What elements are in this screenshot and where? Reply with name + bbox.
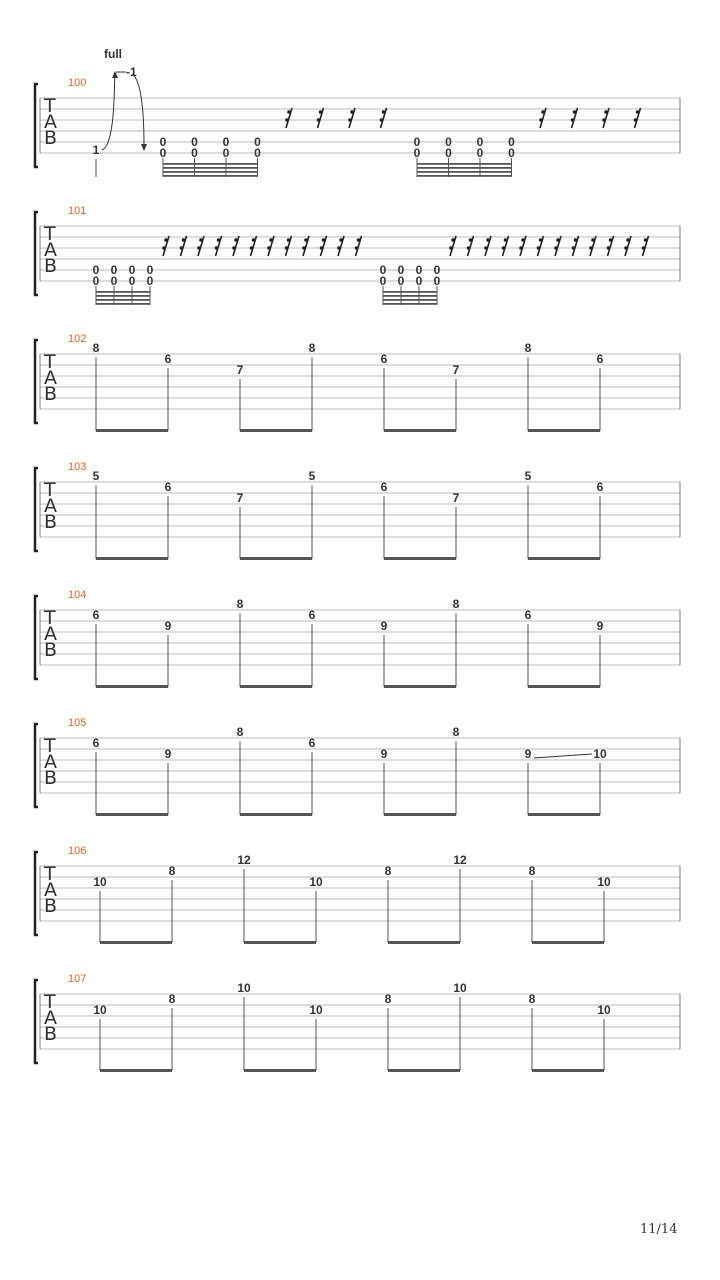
slash-dot [486, 238, 490, 242]
slash-dot [339, 238, 343, 242]
slash-dot [182, 238, 186, 242]
fret-number: 9 [380, 619, 388, 633]
slash-dot [337, 246, 341, 250]
beam [383, 291, 437, 293]
fret-number: 0 [379, 263, 387, 277]
slash-dot [232, 246, 236, 250]
measure-number: 105 [68, 717, 87, 729]
slash-dot [162, 246, 166, 250]
slash-dot [539, 238, 543, 242]
slash-dot [348, 118, 352, 122]
measure-number: 106 [68, 845, 87, 857]
beam [388, 941, 460, 944]
slash-dot [267, 246, 271, 250]
slash-dot [252, 238, 256, 242]
slash-dot [302, 246, 306, 250]
tab-clef-letter: B [44, 127, 58, 149]
slash-dot [199, 238, 203, 242]
tab-system-103 [35, 461, 680, 560]
fret-number: 8 [168, 992, 176, 1006]
fret-number: 0 [110, 263, 118, 277]
fret-number: 6 [92, 608, 100, 622]
slash-dot [571, 118, 575, 122]
fret-number: 0 [146, 263, 154, 277]
system-bracket [35, 212, 38, 295]
beam [240, 813, 312, 816]
beam [528, 685, 600, 688]
slash-dot [636, 110, 640, 114]
beam [96, 299, 150, 301]
beam [384, 557, 456, 560]
tab-clef-letter: B [44, 1023, 58, 1045]
measure-number: 104 [68, 589, 87, 601]
system-bracket [35, 596, 38, 679]
tab-clef-letter: A [44, 495, 57, 517]
tab-system-105 [35, 717, 680, 816]
fret-number: 6 [596, 352, 604, 366]
slash-dot [304, 238, 308, 242]
slash-dot [357, 238, 361, 242]
slash-dot [609, 238, 613, 242]
fret-number: 0 [128, 274, 136, 288]
slide-line [534, 754, 592, 758]
beam [163, 163, 258, 165]
beam [384, 685, 456, 688]
slash-dot [539, 118, 543, 122]
tab-system-107 [35, 973, 680, 1072]
system-bracket [35, 84, 38, 167]
fret-number: 0 [445, 146, 452, 160]
beam [417, 167, 512, 169]
system-bracket [35, 852, 38, 935]
beam [417, 171, 512, 173]
measure-number: 101 [68, 205, 87, 217]
slash-dot [642, 246, 646, 250]
fret-number: 0 [415, 263, 423, 277]
release-arrow-down [141, 144, 147, 151]
slash-dot [449, 246, 453, 250]
tab-clef-letter: T [44, 479, 56, 501]
fret-number: 0 [433, 263, 441, 277]
beam [96, 303, 150, 305]
tab-clef-letter: B [44, 639, 58, 661]
beam [240, 685, 312, 688]
beam [417, 163, 512, 165]
fret-number: 10 [93, 875, 107, 889]
fret-number: 0 [508, 135, 515, 149]
slash-dot [380, 118, 384, 122]
slash-dot [287, 110, 291, 114]
beam [96, 813, 168, 816]
slash-dot [250, 246, 254, 250]
fret-number: 7 [236, 363, 244, 377]
beam [96, 685, 168, 688]
tab-clef-letter: T [44, 607, 56, 629]
fret-number: 10 [597, 875, 611, 889]
fret-number: 0 [222, 146, 230, 160]
slash-dot [287, 238, 291, 242]
fret-number: 5 [524, 469, 532, 483]
slash-dot [502, 246, 506, 250]
tab-system-101 [35, 205, 680, 305]
beam [528, 813, 600, 816]
fret-number: 0 [397, 263, 405, 277]
slash-dot [574, 238, 578, 242]
fret-number: 0 [222, 135, 230, 149]
system-bracket [35, 980, 38, 1063]
fret-number: 0 [476, 146, 484, 160]
bend-amount: full [104, 47, 122, 61]
slash-dot [634, 118, 638, 122]
fret-number: 10 [597, 1003, 611, 1017]
beam [528, 557, 600, 560]
fret-number: 0 [254, 146, 261, 160]
fret-number: 0 [191, 146, 198, 160]
measure-number: 107 [68, 973, 87, 985]
beam [244, 941, 316, 944]
fret-number: 8 [528, 992, 536, 1006]
slash-dot [521, 238, 525, 242]
tab-clef-letter: B [44, 767, 58, 789]
fret-number: 8 [528, 864, 536, 878]
tab-clef-letter: T [44, 863, 56, 885]
beam [96, 557, 168, 560]
fret-number: 8 [236, 597, 244, 611]
system-bracket [35, 468, 38, 551]
fret-number: 8 [236, 725, 244, 739]
slash-dot [626, 238, 630, 242]
tab-clef-letter: B [44, 511, 58, 533]
slash-dot [484, 246, 488, 250]
measure-number: 100 [68, 77, 87, 89]
fret-number: 6 [380, 352, 388, 366]
tab-clef-letter: B [44, 895, 58, 917]
fret-number: 9 [164, 747, 172, 761]
tab-clef-letter: B [44, 383, 58, 405]
tab-clef-letter: A [44, 751, 57, 773]
beam [383, 303, 437, 305]
fret-number: 0 [110, 274, 118, 288]
slash-dot [537, 246, 541, 250]
slash-dot [467, 246, 471, 250]
fret-number: 8 [384, 864, 392, 878]
beam [100, 1069, 172, 1072]
fret-number: 5 [92, 469, 100, 483]
fret-number: 0 [413, 146, 421, 160]
fret-number: 7 [452, 491, 460, 505]
fret-number: 0 [92, 263, 100, 277]
tab-clef-letter: T [44, 991, 56, 1013]
fret-number: 6 [164, 480, 172, 494]
beam [528, 429, 600, 432]
beam [384, 429, 456, 432]
tab-clef-letter: A [44, 879, 57, 901]
slash-dot [234, 238, 238, 242]
fret-number: 8 [308, 341, 316, 355]
fret-number: 0 [254, 135, 261, 149]
fret-number: 8 [92, 341, 100, 355]
fret-number: 6 [164, 352, 172, 366]
slash-dot [607, 246, 611, 250]
tab-clef-letter: T [44, 735, 56, 757]
beam [163, 175, 258, 177]
fret-number: 10 [453, 981, 467, 995]
beam [383, 299, 437, 301]
fret-number: 0 [146, 274, 154, 288]
fret-number: 10 [309, 1003, 323, 1017]
tab-system-104 [35, 589, 680, 688]
fret-number: 0 [445, 135, 452, 149]
tab-clef-letter: T [44, 351, 56, 373]
fret-number: 0 [159, 135, 167, 149]
slash-dot [624, 246, 628, 250]
slash-dot [504, 238, 508, 242]
system-bracket [35, 340, 38, 423]
beam [388, 1069, 460, 1072]
beam [96, 429, 168, 432]
slash-dot [197, 246, 201, 250]
fret-number: 12 [453, 853, 467, 867]
slash-dot [451, 238, 455, 242]
beam [163, 167, 258, 169]
slash-dot [573, 110, 577, 114]
tab-clef-letter: A [44, 1007, 57, 1029]
tab-system-106 [35, 845, 680, 944]
fret-number: 6 [308, 736, 316, 750]
fret-number: 7 [236, 491, 244, 505]
fret-number: 10 [593, 747, 607, 761]
bend-curve [102, 74, 115, 150]
fret-number: 0 [508, 146, 515, 160]
slash-dot [644, 238, 648, 242]
beam [100, 941, 172, 944]
slash-dot [355, 246, 359, 250]
measure-number: 103 [68, 461, 87, 473]
measure-number: 102 [68, 333, 87, 345]
tab-system-102 [35, 333, 680, 432]
fret-number: 5 [308, 469, 316, 483]
tab-clef-letter: A [44, 111, 57, 133]
fret-number: 0 [415, 274, 423, 288]
slash-dot [382, 110, 386, 114]
slash-dot [589, 246, 593, 250]
beam [96, 295, 150, 297]
system-bracket [35, 724, 38, 807]
fret-number: 9 [164, 619, 172, 633]
page-number: 11/14 [640, 1222, 678, 1237]
fret-number: 6 [596, 480, 604, 494]
beam [384, 813, 456, 816]
slash-dot [180, 246, 184, 250]
slash-dot [602, 118, 606, 122]
slash-dot [469, 238, 473, 242]
fret-number: 10 [237, 981, 251, 995]
slash-dot [322, 238, 326, 242]
fret-number: 0 [128, 263, 136, 277]
slash-dot [591, 238, 595, 242]
beam [532, 941, 604, 944]
tab-clef-letter: B [44, 255, 58, 277]
fret-number: 6 [308, 608, 316, 622]
tab-system-100 [35, 47, 680, 177]
slash-dot [604, 110, 608, 114]
beam [240, 557, 312, 560]
slash-dot [350, 110, 354, 114]
slash-dot [269, 238, 273, 242]
slash-dot [541, 110, 545, 114]
slash-dot [285, 246, 289, 250]
fret-number: 8 [452, 597, 460, 611]
beam [244, 1069, 316, 1072]
fret-number: 10 [93, 1003, 107, 1017]
beam [383, 295, 437, 297]
fret-number: 8 [524, 341, 532, 355]
slash-dot [217, 238, 221, 242]
beam [240, 429, 312, 432]
fret-number: 9 [596, 619, 604, 633]
slash-dot [320, 246, 324, 250]
beam [532, 1069, 604, 1072]
fret-number: 12 [237, 853, 251, 867]
fret-number: 8 [168, 864, 176, 878]
fret-number: 7 [452, 363, 460, 377]
slash-dot [519, 246, 523, 250]
fret-number: 0 [92, 274, 100, 288]
fret-number: 9 [524, 747, 532, 761]
tab-clef-letter: A [44, 623, 57, 645]
beam [96, 291, 150, 293]
slash-dot [319, 110, 323, 114]
tab-clef-letter: A [44, 367, 57, 389]
fret-number: 0 [191, 135, 198, 149]
fret-number: 8 [452, 725, 460, 739]
fret-number: 0 [476, 135, 484, 149]
tab-clef-letter: A [44, 239, 57, 261]
bend-note: 1 [92, 143, 100, 157]
fret-number: 0 [159, 146, 167, 160]
fret-number: 6 [524, 608, 532, 622]
bend-release-label: -1 [126, 65, 137, 79]
fret-number: 8 [384, 992, 392, 1006]
slash-dot [215, 246, 219, 250]
slash-dot [317, 118, 321, 122]
fret-number: 10 [309, 875, 323, 889]
beam [417, 175, 512, 177]
slash-dot [556, 238, 560, 242]
slash-dot [285, 118, 289, 122]
slash-dot [164, 238, 168, 242]
fret-number: 6 [92, 736, 100, 750]
tab-clef-letter: T [44, 95, 56, 117]
fret-number: 0 [433, 274, 441, 288]
fret-number: 0 [379, 274, 387, 288]
fret-number: 9 [380, 747, 388, 761]
fret-number: 0 [397, 274, 405, 288]
tab-clef-letter: T [44, 223, 56, 245]
slash-dot [554, 246, 558, 250]
fret-number: 6 [380, 480, 388, 494]
fret-number: 0 [413, 135, 421, 149]
beam [163, 171, 258, 173]
slash-dot [572, 246, 576, 250]
